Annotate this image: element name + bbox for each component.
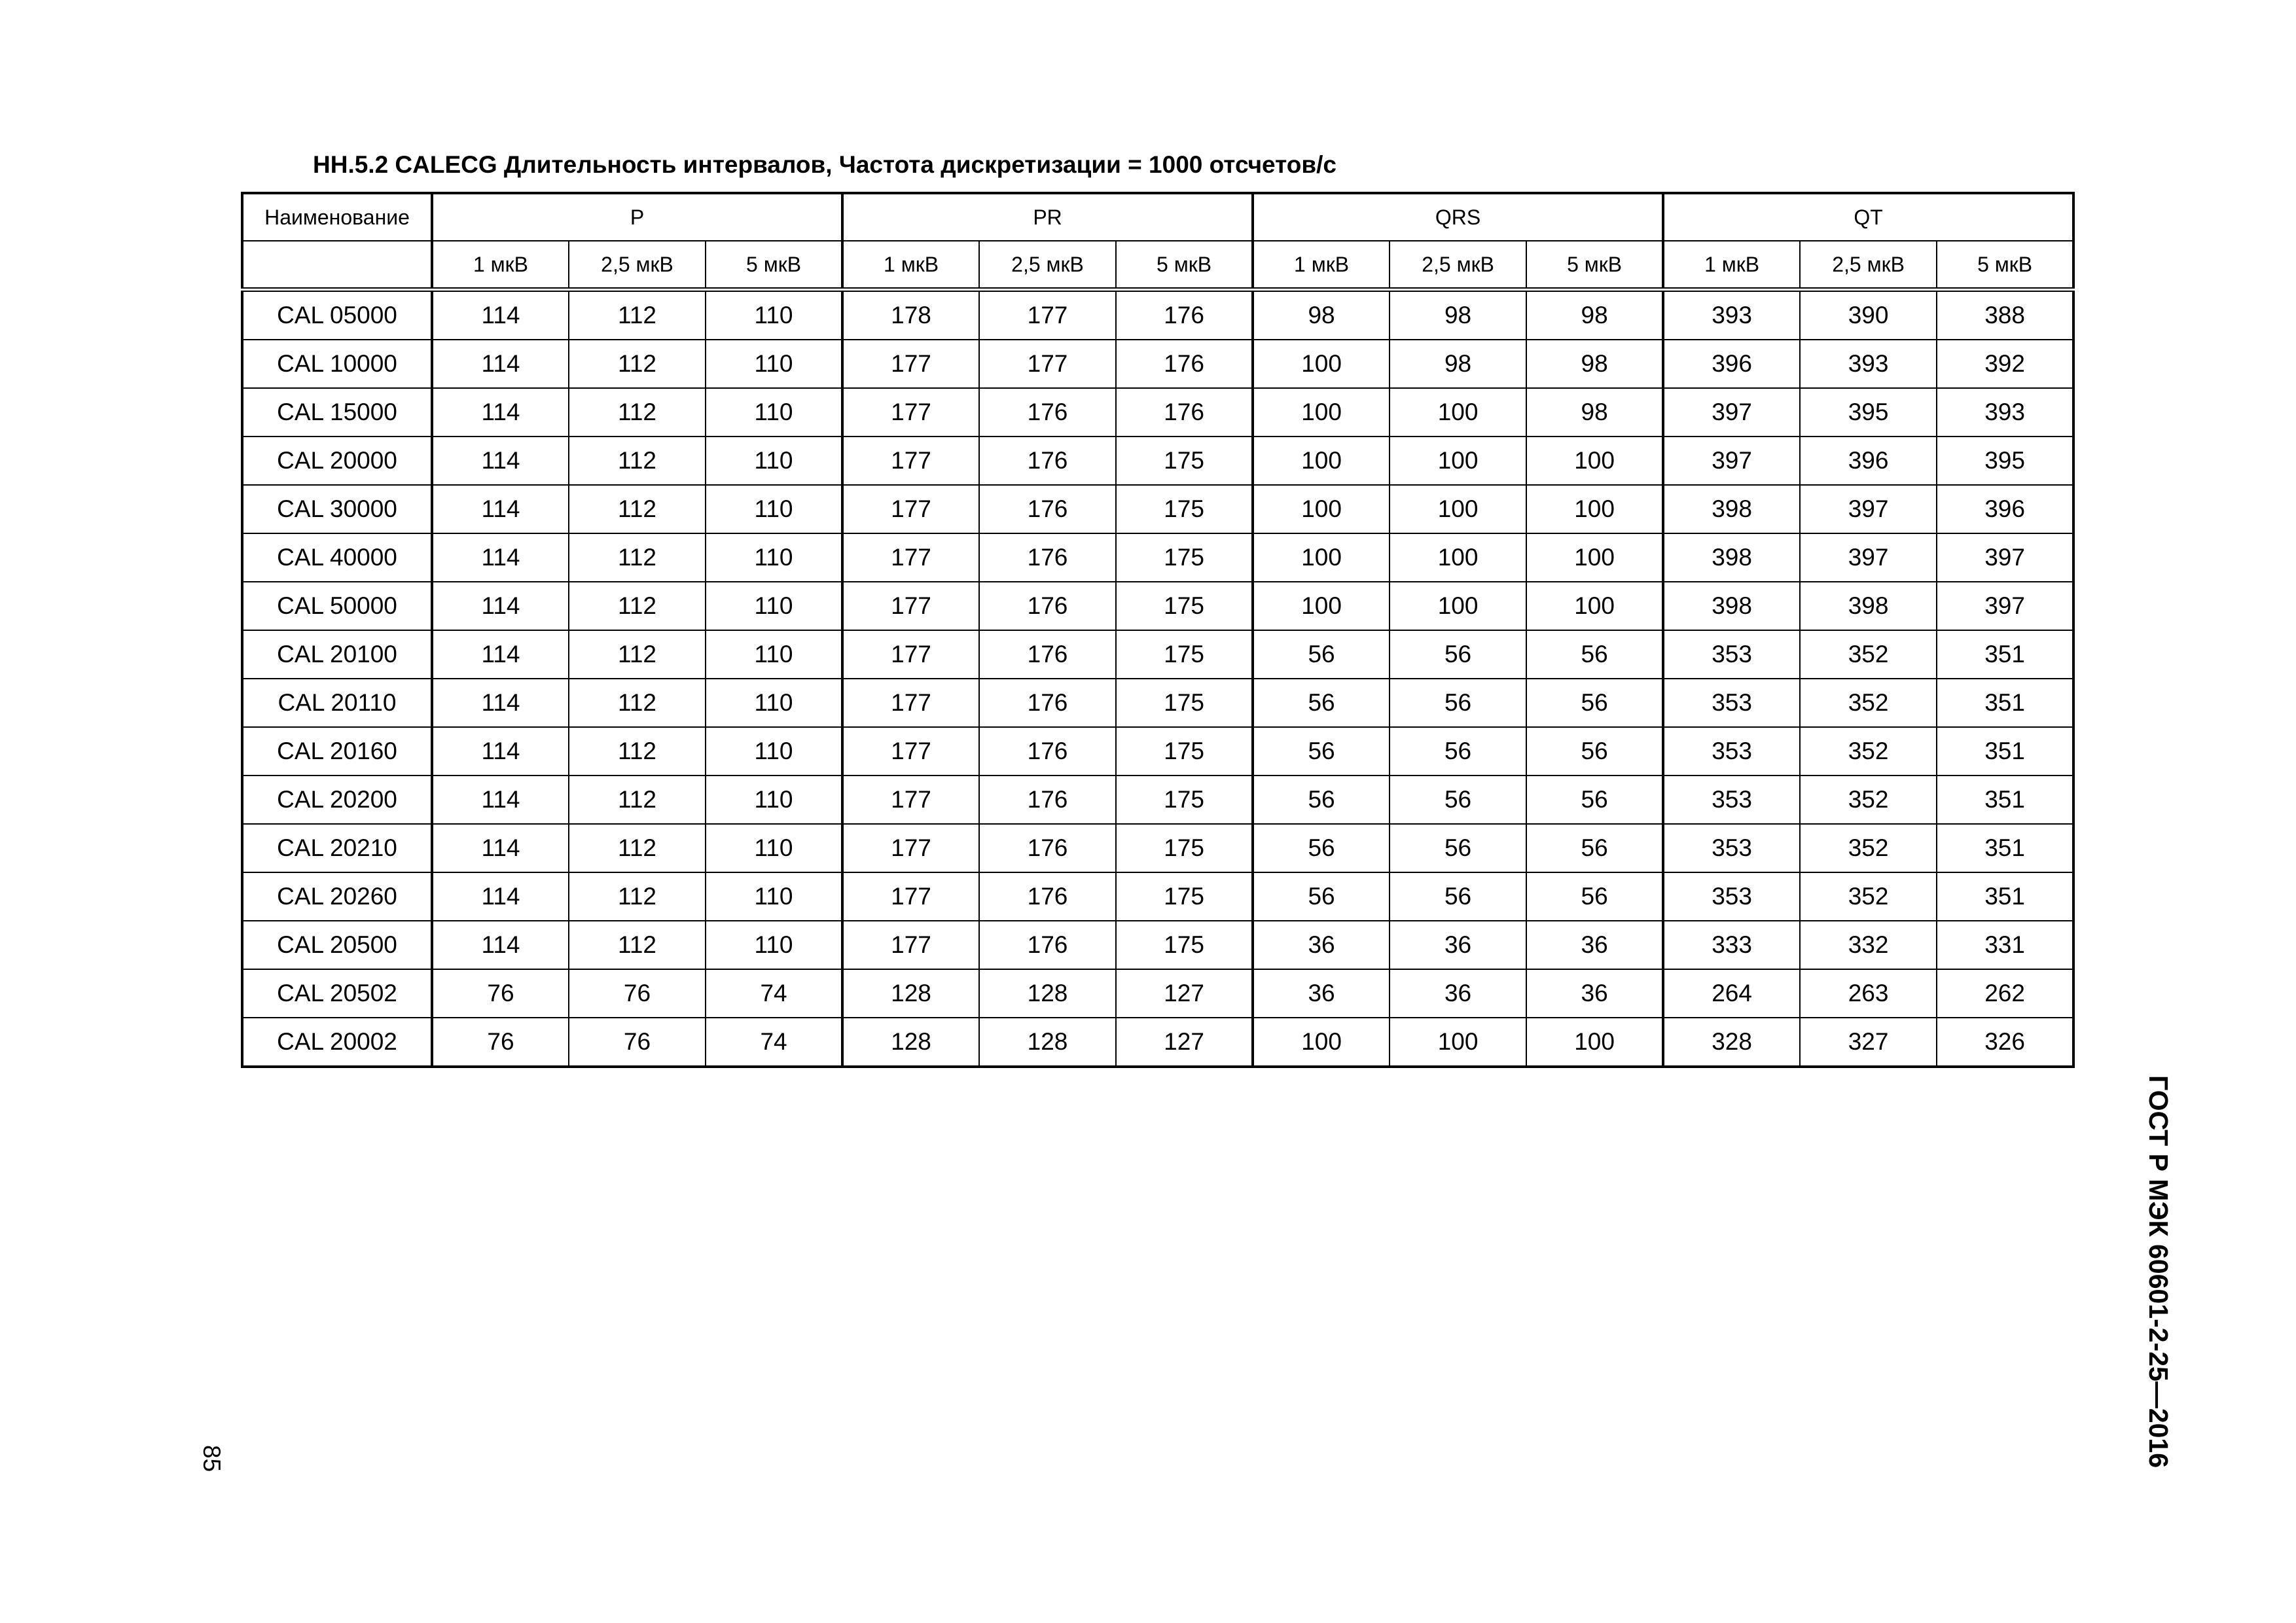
- row-name-cell: CAL 20002: [242, 1018, 432, 1067]
- value-cell: 127: [1116, 969, 1253, 1018]
- value-cell: 36: [1526, 969, 1663, 1018]
- value-cell: 56: [1526, 872, 1663, 921]
- table-row: [242, 824, 2073, 872]
- value-cell: 176: [979, 776, 1116, 824]
- subheader-empty-cell: [242, 241, 432, 290]
- value-cell: 114: [432, 679, 569, 727]
- value-cell: 76: [432, 1018, 569, 1067]
- row-name-cell: CAL 20502: [242, 969, 432, 1018]
- value-cell: 110: [706, 824, 842, 872]
- value-cell: 110: [706, 921, 842, 969]
- value-cell: 176: [979, 921, 1116, 969]
- page-number: 85: [198, 1445, 225, 1472]
- value-cell: 100: [1253, 1018, 1390, 1067]
- subheader-cell: 1 мкВ: [1253, 241, 1390, 290]
- table-row: [242, 533, 2073, 582]
- value-cell: 110: [706, 533, 842, 582]
- value-cell: 398: [1663, 533, 1800, 582]
- value-cell: 100: [1526, 1018, 1663, 1067]
- value-cell: 76: [569, 969, 706, 1018]
- value-cell: 176: [979, 872, 1116, 921]
- value-cell: 176: [1116, 388, 1253, 437]
- value-cell: 76: [432, 969, 569, 1018]
- value-cell: 175: [1116, 824, 1253, 872]
- value-cell: 112: [569, 776, 706, 824]
- value-cell: 100: [1526, 533, 1663, 582]
- value-cell: 127: [1116, 1018, 1253, 1067]
- value-cell: 177: [979, 340, 1116, 388]
- value-cell: 397: [1937, 582, 2073, 630]
- group-header-qrs: QRS: [1253, 193, 1663, 241]
- value-cell: 114: [432, 872, 569, 921]
- row-name-cell: CAL 20110: [242, 679, 432, 727]
- subheader-cell: 2,5 мкВ: [979, 241, 1116, 290]
- subheader-cell: 5 мкВ: [1937, 241, 2073, 290]
- value-cell: 262: [1937, 969, 2073, 1018]
- value-cell: 56: [1253, 872, 1390, 921]
- value-cell: 114: [432, 388, 569, 437]
- row-name-cell: CAL 50000: [242, 582, 432, 630]
- value-cell: 112: [569, 582, 706, 630]
- value-cell: 100: [1390, 437, 1526, 485]
- value-cell: 393: [1663, 290, 1800, 340]
- value-cell: 56: [1390, 872, 1526, 921]
- value-cell: 100: [1390, 388, 1526, 437]
- value-cell: 128: [842, 969, 979, 1018]
- value-cell: 175: [1116, 872, 1253, 921]
- value-cell: 114: [432, 921, 569, 969]
- row-name-cell: CAL 15000: [242, 388, 432, 437]
- value-cell: 56: [1390, 776, 1526, 824]
- name-column-header: Наименование: [242, 193, 432, 241]
- subheader-cell: 5 мкВ: [706, 241, 842, 290]
- value-cell: 112: [569, 872, 706, 921]
- value-cell: 176: [979, 630, 1116, 679]
- value-cell: 100: [1253, 533, 1390, 582]
- table-row: [242, 582, 2073, 630]
- value-cell: 56: [1526, 776, 1663, 824]
- value-cell: 353: [1663, 679, 1800, 727]
- value-cell: 392: [1937, 340, 2073, 388]
- value-cell: 128: [979, 969, 1116, 1018]
- group-header-pr: PR: [842, 193, 1253, 241]
- value-cell: 56: [1526, 679, 1663, 727]
- value-cell: 176: [979, 582, 1116, 630]
- value-cell: 397: [1937, 533, 2073, 582]
- value-cell: 114: [432, 727, 569, 776]
- page-title: НН.5.2 CALECG Длительность интервалов, Частота дискретизации = 1000 отсчетов/с: [313, 151, 1336, 178]
- value-cell: 393: [1937, 388, 2073, 437]
- value-cell: 352: [1800, 824, 1937, 872]
- row-name-cell: CAL 10000: [242, 340, 432, 388]
- value-cell: 36: [1253, 921, 1390, 969]
- subheader-cell: 1 мкВ: [432, 241, 569, 290]
- value-cell: 331: [1937, 921, 2073, 969]
- value-cell: 177: [842, 533, 979, 582]
- value-cell: 177: [842, 630, 979, 679]
- value-cell: 177: [979, 290, 1116, 340]
- value-cell: 56: [1390, 679, 1526, 727]
- value-cell: 114: [432, 437, 569, 485]
- value-cell: 56: [1390, 630, 1526, 679]
- value-cell: 177: [842, 776, 979, 824]
- row-name-cell: CAL 20100: [242, 630, 432, 679]
- value-cell: 353: [1663, 872, 1800, 921]
- value-cell: 100: [1526, 437, 1663, 485]
- value-cell: 177: [842, 872, 979, 921]
- value-cell: 332: [1800, 921, 1937, 969]
- value-cell: 114: [432, 290, 569, 340]
- value-cell: 56: [1526, 630, 1663, 679]
- value-cell: 396: [1800, 437, 1937, 485]
- value-cell: 177: [842, 437, 979, 485]
- subheader-row: [242, 241, 2073, 290]
- table-row: [242, 630, 2073, 679]
- value-cell: 114: [432, 582, 569, 630]
- value-cell: 327: [1800, 1018, 1937, 1067]
- subheader-cell: 1 мкВ: [842, 241, 979, 290]
- row-name-cell: CAL 40000: [242, 533, 432, 582]
- group-header-row: [242, 193, 2073, 241]
- subheader-cell: 1 мкВ: [1663, 241, 1800, 290]
- row-name-cell: CAL 20160: [242, 727, 432, 776]
- table-row: [242, 388, 2073, 437]
- value-cell: 178: [842, 290, 979, 340]
- subheader-cell: 2,5 мкВ: [1390, 241, 1526, 290]
- value-cell: 397: [1663, 388, 1800, 437]
- value-cell: 110: [706, 630, 842, 679]
- value-cell: 100: [1390, 582, 1526, 630]
- value-cell: 112: [569, 340, 706, 388]
- value-cell: 114: [432, 533, 569, 582]
- value-cell: 352: [1800, 776, 1937, 824]
- value-cell: 176: [1116, 340, 1253, 388]
- value-cell: 56: [1253, 679, 1390, 727]
- value-cell: 351: [1937, 776, 2073, 824]
- value-cell: 98: [1390, 340, 1526, 388]
- group-header-qt: QT: [1663, 193, 2073, 241]
- table-row: [242, 485, 2073, 533]
- value-cell: 112: [569, 921, 706, 969]
- value-cell: 177: [842, 340, 979, 388]
- value-cell: 98: [1526, 340, 1663, 388]
- value-cell: 56: [1253, 776, 1390, 824]
- value-cell: 114: [432, 630, 569, 679]
- value-cell: 176: [1116, 290, 1253, 340]
- value-cell: 36: [1390, 921, 1526, 969]
- value-cell: 175: [1116, 630, 1253, 679]
- value-cell: 110: [706, 437, 842, 485]
- value-cell: 98: [1526, 388, 1663, 437]
- value-cell: 353: [1663, 776, 1800, 824]
- value-cell: 56: [1526, 824, 1663, 872]
- value-cell: 110: [706, 872, 842, 921]
- value-cell: 110: [706, 340, 842, 388]
- value-cell: 397: [1663, 437, 1800, 485]
- value-cell: 176: [979, 533, 1116, 582]
- value-cell: 98: [1390, 290, 1526, 340]
- value-cell: 100: [1526, 582, 1663, 630]
- value-cell: 100: [1253, 388, 1390, 437]
- value-cell: 176: [979, 485, 1116, 533]
- value-cell: 352: [1800, 727, 1937, 776]
- value-cell: 264: [1663, 969, 1800, 1018]
- subheader-cell: 2,5 мкВ: [569, 241, 706, 290]
- table-row: [242, 776, 2073, 824]
- group-header-p: P: [432, 193, 842, 241]
- value-cell: 263: [1800, 969, 1937, 1018]
- value-cell: 74: [706, 969, 842, 1018]
- value-cell: 112: [569, 727, 706, 776]
- value-cell: 175: [1116, 921, 1253, 969]
- value-cell: 128: [842, 1018, 979, 1067]
- value-cell: 396: [1663, 340, 1800, 388]
- value-cell: 110: [706, 679, 842, 727]
- value-cell: 353: [1663, 824, 1800, 872]
- value-cell: 100: [1253, 340, 1390, 388]
- value-cell: 177: [842, 921, 979, 969]
- value-cell: 398: [1663, 485, 1800, 533]
- row-name-cell: CAL 20210: [242, 824, 432, 872]
- value-cell: 398: [1800, 582, 1937, 630]
- value-cell: 112: [569, 485, 706, 533]
- value-cell: 112: [569, 630, 706, 679]
- value-cell: 112: [569, 290, 706, 340]
- value-cell: 388: [1937, 290, 2073, 340]
- value-cell: 112: [569, 533, 706, 582]
- subheader-cell: 2,5 мкВ: [1800, 241, 1937, 290]
- value-cell: 351: [1937, 824, 2073, 872]
- value-cell: 175: [1116, 485, 1253, 533]
- value-cell: 351: [1937, 872, 2073, 921]
- value-cell: 328: [1663, 1018, 1800, 1067]
- value-cell: 176: [979, 679, 1116, 727]
- table-row: [242, 290, 2073, 340]
- value-cell: 353: [1663, 630, 1800, 679]
- value-cell: 112: [569, 388, 706, 437]
- value-cell: 396: [1937, 485, 2073, 533]
- value-cell: 175: [1116, 582, 1253, 630]
- value-cell: 56: [1253, 824, 1390, 872]
- document-code: ГОСТ Р МЭК 60601-2-25—2016: [2144, 1075, 2174, 1469]
- value-cell: 110: [706, 582, 842, 630]
- value-cell: 393: [1800, 340, 1937, 388]
- value-cell: 110: [706, 388, 842, 437]
- value-cell: 177: [842, 485, 979, 533]
- value-cell: 175: [1116, 776, 1253, 824]
- value-cell: 110: [706, 776, 842, 824]
- value-cell: 351: [1937, 630, 2073, 679]
- value-cell: 100: [1390, 485, 1526, 533]
- value-cell: 177: [842, 679, 979, 727]
- value-cell: 353: [1663, 727, 1800, 776]
- value-cell: 175: [1116, 727, 1253, 776]
- value-cell: 398: [1663, 582, 1800, 630]
- value-cell: 100: [1253, 437, 1390, 485]
- value-cell: 326: [1937, 1018, 2073, 1067]
- value-cell: 175: [1116, 437, 1253, 485]
- row-name-cell: CAL 20500: [242, 921, 432, 969]
- interval-duration-table: [241, 192, 2075, 1068]
- table-row: [242, 1018, 2073, 1067]
- value-cell: 100: [1253, 582, 1390, 630]
- table-row: [242, 340, 2073, 388]
- value-cell: 390: [1800, 290, 1937, 340]
- value-cell: 114: [432, 340, 569, 388]
- value-cell: 395: [1800, 388, 1937, 437]
- table-row: [242, 969, 2073, 1018]
- value-cell: 176: [979, 824, 1116, 872]
- value-cell: 114: [432, 824, 569, 872]
- value-cell: 56: [1390, 727, 1526, 776]
- value-cell: 76: [569, 1018, 706, 1067]
- value-cell: 114: [432, 776, 569, 824]
- table-row: [242, 437, 2073, 485]
- value-cell: 110: [706, 290, 842, 340]
- value-cell: 176: [979, 388, 1116, 437]
- value-cell: 100: [1253, 485, 1390, 533]
- value-cell: 176: [979, 727, 1116, 776]
- table-row: [242, 679, 2073, 727]
- table-row: [242, 727, 2073, 776]
- value-cell: 352: [1800, 679, 1937, 727]
- value-cell: 110: [706, 727, 842, 776]
- value-cell: 98: [1526, 290, 1663, 340]
- value-cell: 100: [1390, 533, 1526, 582]
- value-cell: 177: [842, 388, 979, 437]
- value-cell: 56: [1526, 727, 1663, 776]
- value-cell: 177: [842, 727, 979, 776]
- value-cell: 177: [842, 824, 979, 872]
- value-cell: 176: [979, 437, 1116, 485]
- value-cell: 352: [1800, 630, 1937, 679]
- value-cell: 114: [432, 485, 569, 533]
- value-cell: 395: [1937, 437, 2073, 485]
- table-row: [242, 872, 2073, 921]
- value-cell: 56: [1253, 630, 1390, 679]
- value-cell: 397: [1800, 533, 1937, 582]
- value-cell: 110: [706, 485, 842, 533]
- value-cell: 333: [1663, 921, 1800, 969]
- value-cell: 128: [979, 1018, 1116, 1067]
- value-cell: 36: [1526, 921, 1663, 969]
- row-name-cell: CAL 20260: [242, 872, 432, 921]
- value-cell: 177: [842, 582, 979, 630]
- value-cell: 56: [1253, 727, 1390, 776]
- row-name-cell: CAL 30000: [242, 485, 432, 533]
- value-cell: 36: [1390, 969, 1526, 1018]
- subheader-cell: 5 мкВ: [1526, 241, 1663, 290]
- subheader-cell: 5 мкВ: [1116, 241, 1253, 290]
- value-cell: 112: [569, 679, 706, 727]
- value-cell: 175: [1116, 533, 1253, 582]
- value-cell: 36: [1253, 969, 1390, 1018]
- value-cell: 112: [569, 437, 706, 485]
- value-cell: 352: [1800, 872, 1937, 921]
- value-cell: 100: [1390, 1018, 1526, 1067]
- row-name-cell: CAL 20000: [242, 437, 432, 485]
- value-cell: 351: [1937, 727, 2073, 776]
- value-cell: 100: [1526, 485, 1663, 533]
- row-name-cell: CAL 05000: [242, 290, 432, 340]
- value-cell: 98: [1253, 290, 1390, 340]
- value-cell: 351: [1937, 679, 2073, 727]
- value-cell: 56: [1390, 824, 1526, 872]
- value-cell: 175: [1116, 679, 1253, 727]
- value-cell: 74: [706, 1018, 842, 1067]
- table-row: [242, 921, 2073, 969]
- row-name-cell: CAL 20200: [242, 776, 432, 824]
- value-cell: 397: [1800, 485, 1937, 533]
- value-cell: 112: [569, 824, 706, 872]
